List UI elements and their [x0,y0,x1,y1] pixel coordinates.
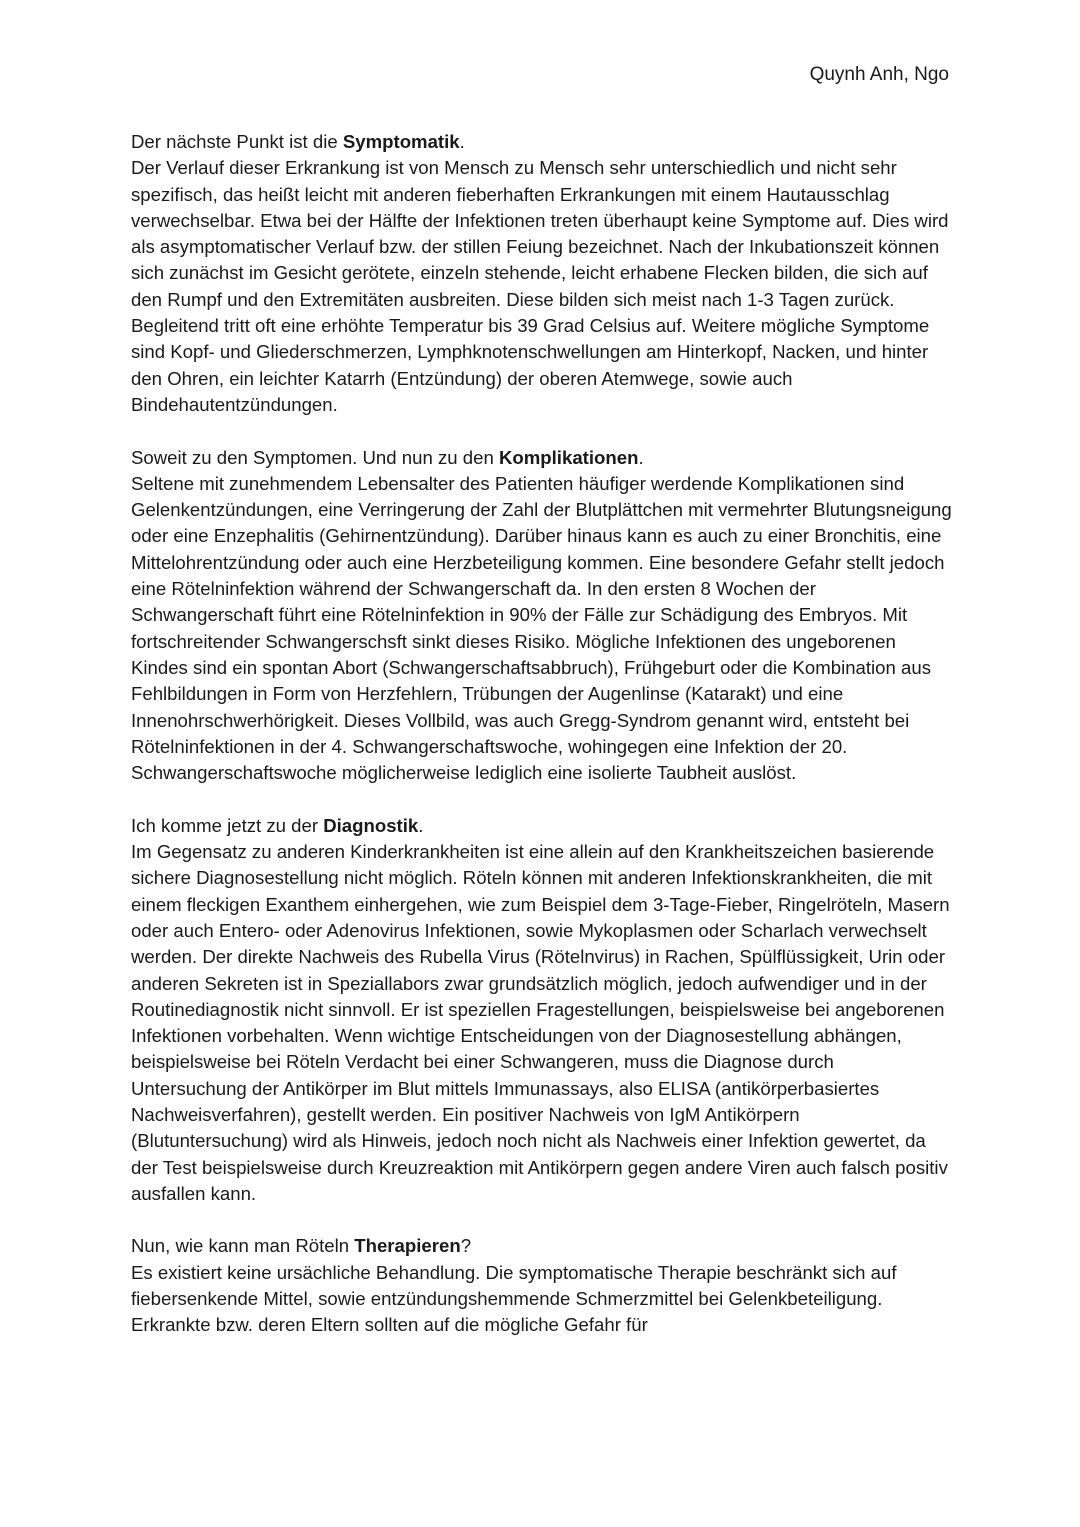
section-body: Es existiert keine ursächliche Behandlung. Die symptomatische Therapie beschränkt sich auf fiebersenkende Mittel, sowie entzündungshemmende Schmerzmittel bei Gelenkbeteiligung. Erkrankte bzw. deren Eltern sollten auf die mögliche Gefahr für [131,1261,897,1336]
section-symptomatik [131,129,953,418]
author-name: Quynh Anh, Ngo [809,64,949,85]
section-keyword: Diagnostik [323,814,419,836]
section-intro [131,445,953,471]
intro-punctuation: . [638,446,644,468]
document-body [131,129,953,1365]
intro-text: Der nächste Punkt ist die [131,131,343,152]
intro-punctuation: ? [460,1235,472,1257]
section-komplikationen [131,445,953,787]
intro-punctuation: . [459,131,465,152]
section-diagnostik [131,813,953,1207]
section-intro [131,129,953,155]
section-keyword: Komplikationen [498,446,639,468]
section-keyword: Therapieren [354,1235,461,1257]
section-intro [131,813,953,839]
section-therapie [131,1233,953,1338]
section-intro [131,1233,953,1259]
intro-text: Soweit zu den Symptomen. Und nun zu den [131,446,499,468]
section-body: Im Gegensatz zu anderen Kinderkrankheiten ist eine allein auf den Krankheitszeichen basierende sichere Diagnosestellung nicht möglich. Röteln können mit anderen Infektionskrankheiten, die mit einem fleckigen Exanthem einhergehen, wie zum Beispiel dem 3-Tage-Fieber, Ringelröteln, Masern oder auch Entero- oder Adenovirus Infektionen, sowie Mykoplasmen oder Scharlach verwechselt werden. Der direkte Nachweis des Rubella Virus (Rötelnvirus) in Rachen, Spülflüssigkeit, Urin oder anderen Sekreten ist in Speziallabors zwar grundsätzlich möglich, jedoch aufwendiger und in der Routinediagnostik nicht sinnvoll. Er ist speziellen Fragestellungen, beispielsweise bei angeborenen Infektionen vorbehalten. Wenn wichtige Entscheidungen von der Diagnosestellung abhängen, beispielsweise bei Röteln Verdacht bei einer Schwangeren, muss die Diagnose durch Untersuchung der Antikörper im Blut mittels Immunassays, also ELISA (antikörperbasiertes Nachweisverfahren), gestellt werden. Ein positiver Nachweis von IgM Antikörpern (Blutuntersuchung) wird als Hinweis, jedoch noch nicht als Nachweis einer Infektion gewertet, da der Test beispielsweise durch Kreuzreaktion mit Antikörpern gegen andere Viren auch falsch positiv ausfallen kann. [131,841,950,1204]
intro-text: Ich komme jetzt zu der [131,814,324,836]
section-body: Seltene mit zunehmendem Lebensalter des Patienten häufiger werdende Komplikationen sind Gelenkentzündungen, eine Verringerung der Zahl der Blutplättchen mit vermehrter Blutungsneigung oder eine Enzephalitis (Gehirnentzündung). Darüber hinaus kann es auch zu einer Bronchitis, eine Mittelohrentzündung oder auch eine Herzbeteiligung kommen. Eine besondere Gefahr stellt jedoch eine Rötelninfektion während der Schwangerschaft da. In den ersten 8 Wochen der Schwangerschaft führt eine Rötelninfektion in 90% der Fälle zur Schädigung des Embryos. Mit fortschreitender Schwangerschsft sinkt dieses Risiko. Mögliche Infektionen des ungeborenen Kindes sind ein spontan Abort (Schwangerschaftsabbruch), Frühgeburt oder die Kombination aus Fehlbildungen in Form von Herzfehlern, Trübungen der Augenlinse (Katarakt) und eine Innenohrschwerhörigkeit. Dieses Vollbild, was auch Gregg-Syndrom genannt wird, entsteht bei Rötelninfektionen in der 4. Schwangerschaftswoche, wohingegen eine Infektion der 20. Schwangerschaftswoche möglicherweise lediglich eine isolierte Taubheit auslöst. [131,472,952,784]
section-body: Der Verlauf dieser Erkrankung ist von Mensch zu Mensch sehr unterschiedlich und nicht sehr spezifisch, das heißt leicht mit anderen fieberhaften Erkrankungen mit einem Hautausschlag verwechselbar. Etwa bei der Hälfte der Infektionen treten überhaupt keine Symptome auf. Dies wird als asymptomatischer Verlauf bzw. der stillen Feiung bezeichnet. Nach der Inkubationszeit können sich zunächst im Gesicht gerötete, einzeln stehende, leicht erhabene Flecken bilden, die sich auf den Rumpf und den Extremitäten ausbreiten. Diese bilden sich meist nach 1-3 Tagen zurück. Begleitend tritt oft eine erhöhte Temperatur bis 39 Grad Celsius auf. Weitere mögliche Symptome sind Kopf- und Gliederschmerzen, Lymphknotenschwellungen am Hinterkopf, Nacken, und hinter den Ohren, ein leichter Katarrh (Entzündung) der oberen Atemwege, sowie auch Bindehautentzündungen. [131,157,949,415]
intro-punctuation: . [418,814,424,836]
intro-text: Nun, wie kann man Röteln [131,1235,355,1257]
section-keyword: Symptomatik [342,131,460,152]
